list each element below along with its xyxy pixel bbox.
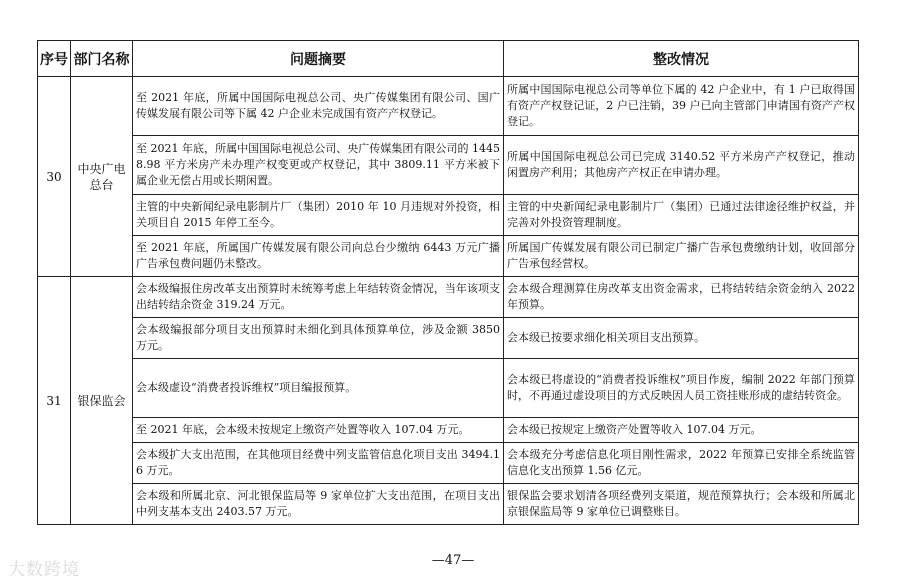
fix-cell: 主管的中央新闻纪录电影制片厂（集团）已通过法律途径维护权益，并完善对外投资管理制度。 bbox=[504, 195, 859, 236]
table-row bbox=[38, 359, 859, 418]
fix-cell: 会本级合理测算住房改革支出资金需求，已将结转结余资金纳入 2022 年预算。 bbox=[504, 277, 859, 318]
table-row bbox=[38, 195, 859, 236]
fix-cell: 会本级充分考虑信息化项目刚性需求，2022 年预算已安排全系统监管信息化支出预算 1.56 亿元。 bbox=[504, 443, 859, 484]
table-row bbox=[38, 136, 859, 195]
issue-cell: 会本级扩大支出范围，在其他项目经费中列支监管信息化项目支出 3494.16 万元。 bbox=[133, 443, 504, 484]
issue-cell: 主管的中央新闻纪录电影制片厂（集团）2010 年 10 月违规对外投资，相关项目自 2015 年停工至今。 bbox=[133, 195, 504, 236]
fix-cell: 会本级已按规定上缴资产处置等收入 107.04 万元。 bbox=[504, 418, 859, 443]
header-seq: 序号 bbox=[38, 41, 71, 77]
header-row bbox=[38, 41, 859, 77]
table-row bbox=[38, 77, 859, 136]
watermark-logo: 大数跨境 bbox=[8, 560, 80, 580]
issue-cell: 会本级虚设“消费者投诉维权”项目编报预算。 bbox=[133, 359, 504, 418]
fix-cell: 会本级已将虚设的“消费者投诉维权”项目作废，编制 2022 年部门预算时，不再通过虚设项目的方式反映因人员工资挂账形成的虚结转资金。 bbox=[504, 359, 859, 418]
issue-cell: 会本级编报部分项目支出预算时未细化到具体预算单位，涉及金额 3850 万元。 bbox=[133, 318, 504, 359]
issue-cell: 会本级和所属北京、河北银保监局等 9 家单位扩大支出范围，在项目支出中列支基本支出 2403.57 万元。 bbox=[133, 484, 504, 525]
header-issue: 问题摘要 bbox=[133, 41, 504, 77]
report-table bbox=[37, 40, 859, 525]
fix-cell: 所属中国国际电视总公司已完成 3140.52 平方米房产产权登记，推动闲置房产利用；其他房产产权正在申请办理。 bbox=[504, 136, 859, 195]
table-row bbox=[38, 443, 859, 484]
group-seq: 30 bbox=[38, 77, 71, 277]
fix-cell: 所属国广传媒发展有限公司已制定广播广告承包费缴纳计划，收回部分广告承包经营权。 bbox=[504, 236, 859, 277]
issue-cell: 至 2021 年底，会本级未按规定上缴资产处置等收入 107.04 万元。 bbox=[133, 418, 504, 443]
fix-cell: 会本级已按要求细化相关项目支出预算。 bbox=[504, 318, 859, 359]
issue-cell: 会本级编报住房改革支出预算时未统筹考虑上年结转资金情况，当年该项支出结转结余资金 319.24 万元。 bbox=[133, 277, 504, 318]
table-row bbox=[38, 277, 859, 318]
fix-cell: 所属中国国际电视总公司等单位下属的 42 户企业中，有 1 户已取得国有资产产权登记证，2 户已注销，39 户已向主管部门申请国有资产产权登记。 bbox=[504, 77, 859, 136]
table-row bbox=[38, 236, 859, 277]
fix-cell: 银保监会要求划清各项经费列支渠道，规范预算执行；会本级和所属北京银保监局等 9 家单位已调整账目。 bbox=[504, 484, 859, 525]
group-seq: 31 bbox=[38, 277, 71, 525]
table-row bbox=[38, 484, 859, 525]
table-row bbox=[38, 318, 859, 359]
page-number: —47— bbox=[431, 553, 475, 568]
issue-cell: 至 2021 年底，所属中国国际电视总公司、央广传媒集团有限公司的 14458.98 平方米房产未办理产权变更或产权登记，其中 3809.11 平方米被下属企业无偿占用或长期闲置。 bbox=[133, 136, 504, 195]
table-row bbox=[38, 418, 859, 443]
issue-cell: 至 2021 年底，所属中国国际电视总公司、央广传媒集团有限公司、国广传媒发展有限公司等下属 42 户企业未完成国有资产产权登记。 bbox=[133, 77, 504, 136]
group-dept: 中央广电总台 bbox=[71, 77, 133, 277]
group-dept: 银保监会 bbox=[71, 277, 133, 525]
issue-cell: 至 2021 年底，所属国广传媒发展有限公司向总台少缴纳 6443 万元广播广告承包费问题仍未整改。 bbox=[133, 236, 504, 277]
header-dept: 部门名称 bbox=[71, 41, 133, 77]
header-fix: 整改情况 bbox=[504, 41, 859, 77]
